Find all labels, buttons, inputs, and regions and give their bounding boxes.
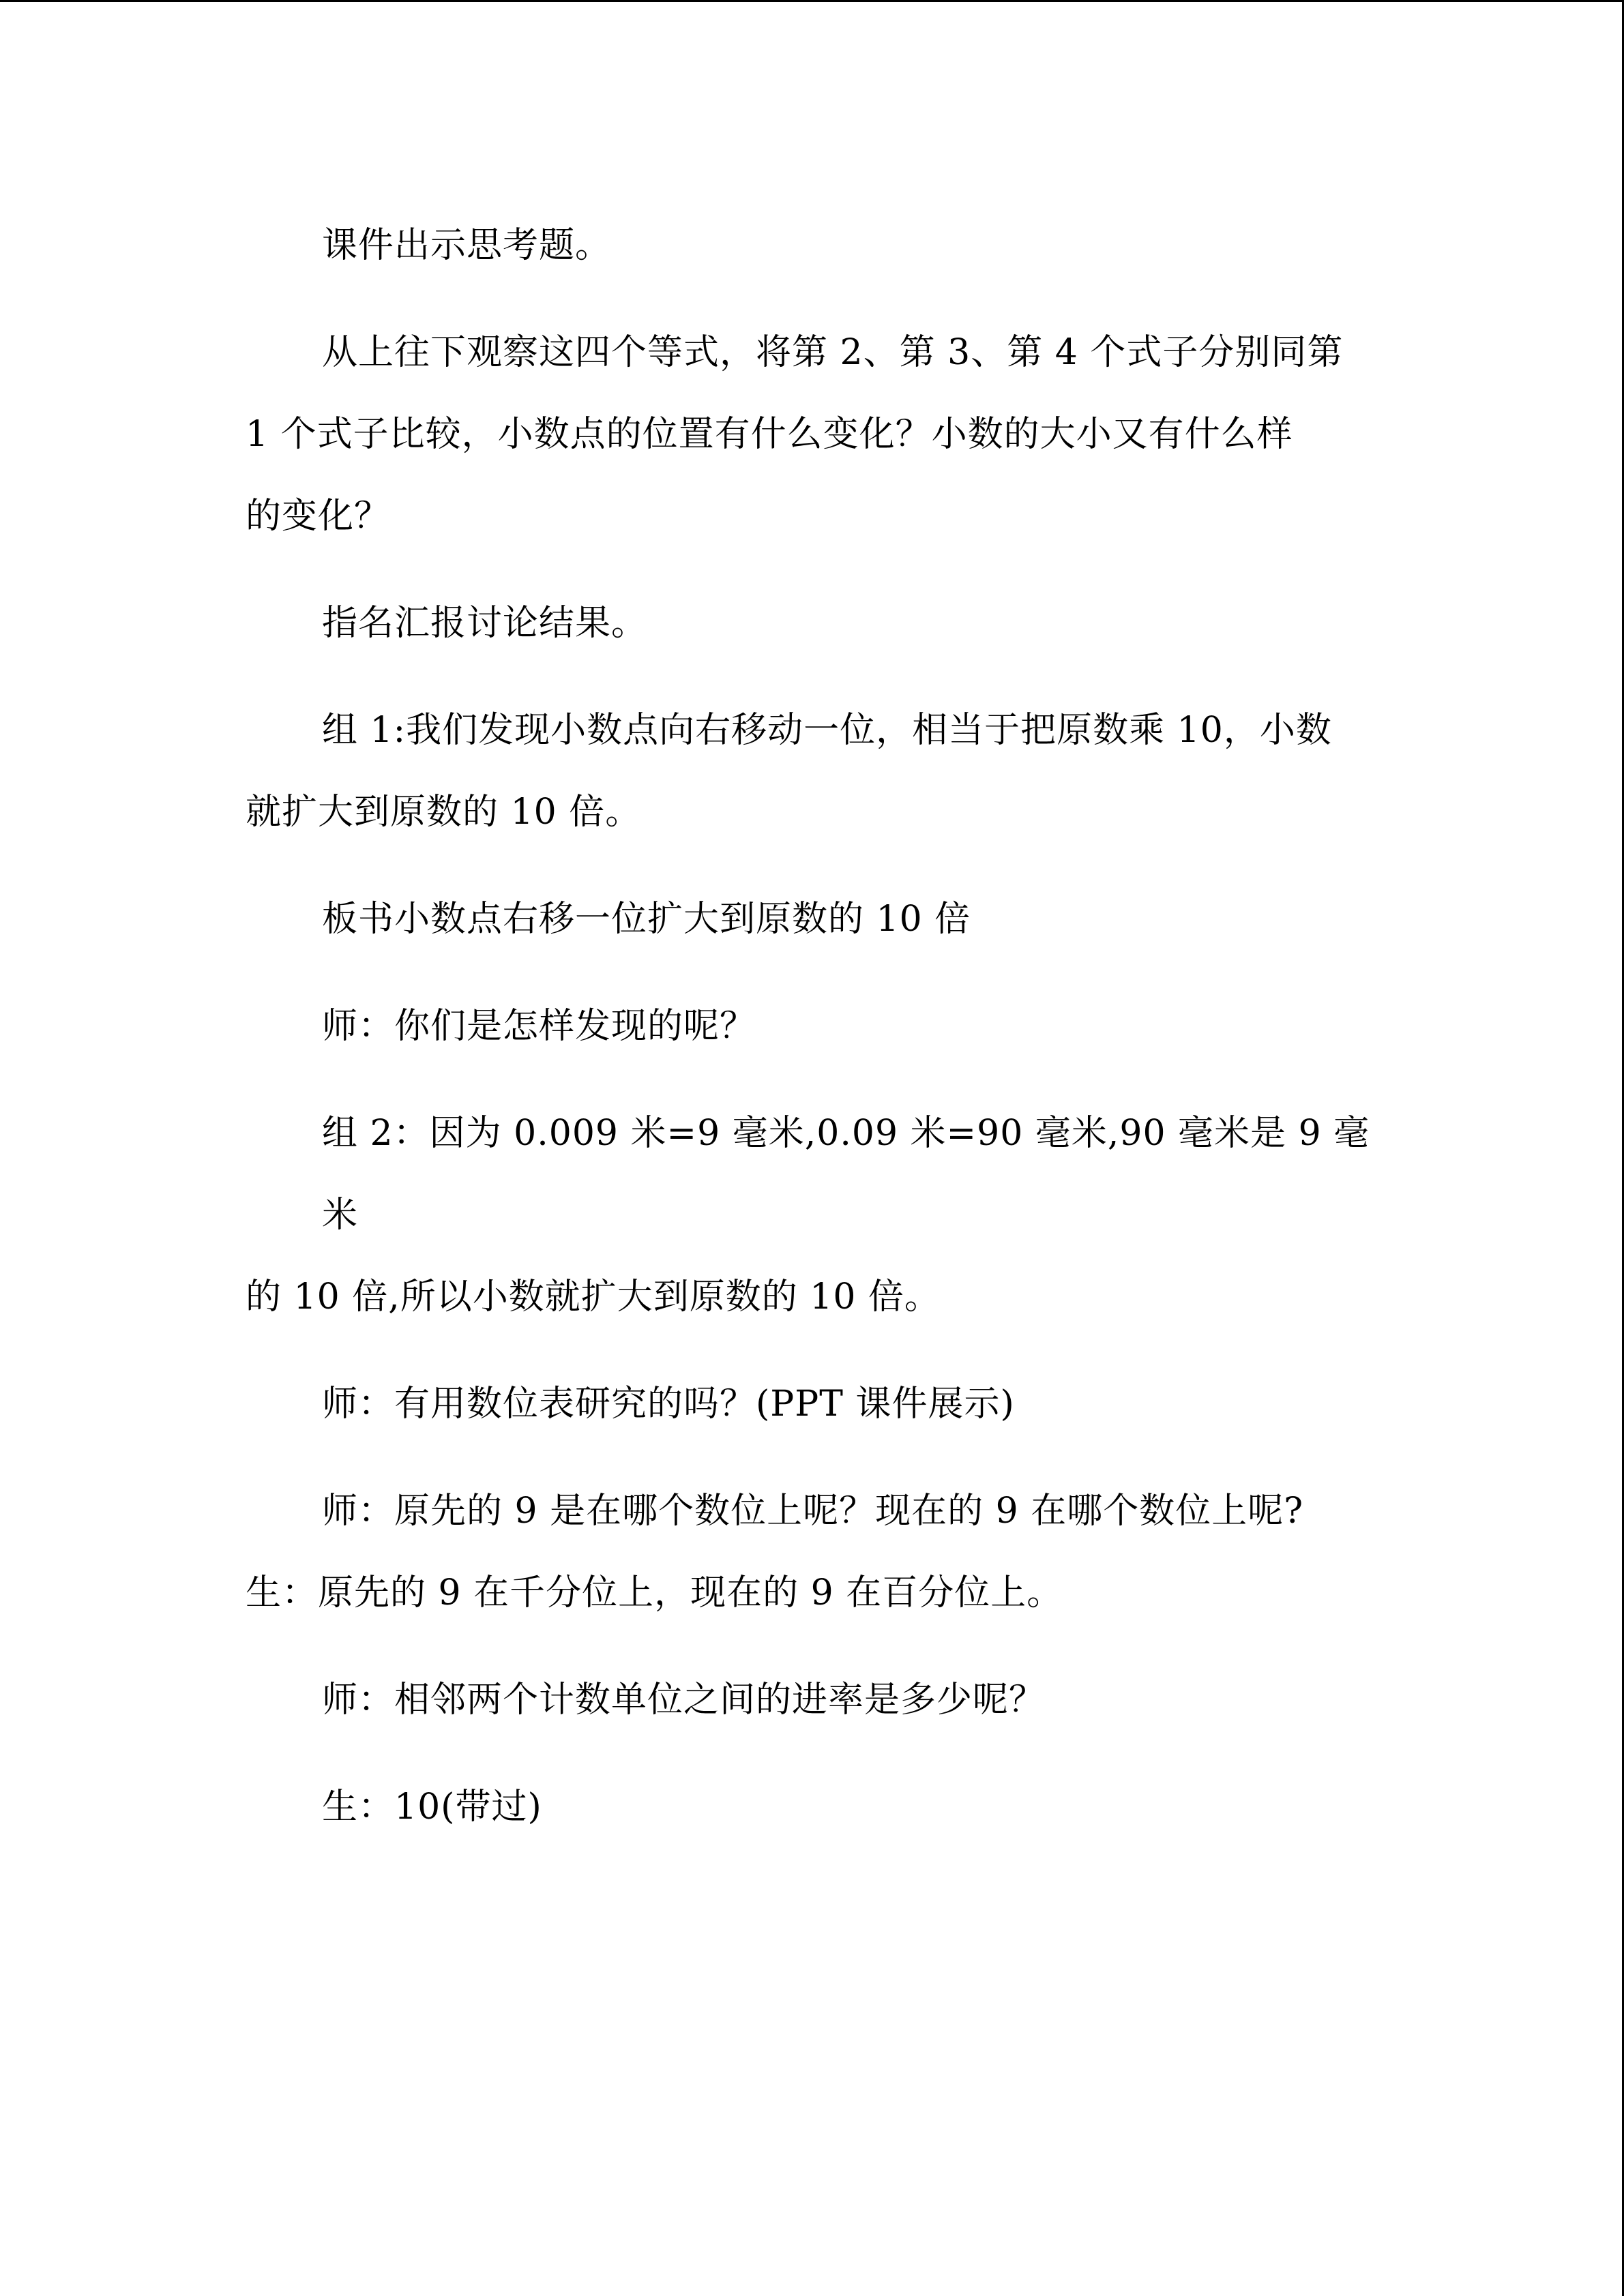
paragraph	[246, 1363, 1378, 1445]
text-line: 1 个式子比较，小数点的位置有什么变化？小数的大小又有什么样	[246, 414, 1293, 455]
text-line: 指名汇报讨论结果。	[322, 603, 648, 644]
text-line: 课件出示思考题。	[322, 225, 612, 266]
text-line: 生：原先的 9 在千分位上，现在的 9 在百分位上。	[246, 1572, 1063, 1613]
paragraph	[246, 205, 1378, 286]
text-line: 师：相邻两个计数单位之间的进率是多少呢？	[322, 1680, 1046, 1720]
text-line: 板书小数点右移一位扩大到原数的 10 倍	[322, 899, 971, 940]
paragraph	[246, 985, 1378, 1067]
text-line: 的变化？	[246, 496, 391, 537]
page-edge-top	[0, 0, 1624, 2]
paragraph	[246, 1766, 1378, 1848]
document-body	[246, 205, 1378, 1848]
paragraph	[246, 1092, 1378, 1338]
paragraph	[246, 689, 1378, 853]
paragraph	[246, 582, 1378, 664]
paragraph	[246, 312, 1378, 557]
text-line: 师：有用数位表研究的吗？(PPT 课件展示)	[322, 1384, 1015, 1425]
text-line: 师：原先的 9 是在哪个数位上呢？现在的 9 在哪个数位上呢?	[322, 1491, 1304, 1532]
text-line: 组 1:我们发现小数点向右移动一位，相当于把原数乘 10，小数	[322, 710, 1332, 751]
text-line: 生：10(带过)	[322, 1787, 542, 1828]
paragraph	[246, 1470, 1378, 1634]
text-line: 从上往下观察这四个等式，将第 2、第 3、第 4 个式子分别同第	[322, 332, 1344, 373]
text-line: 就扩大到原数的 10 倍。	[246, 792, 642, 833]
paragraph	[246, 878, 1378, 960]
paragraph	[246, 1659, 1378, 1741]
text-line: 组 2：因为 0.009 米=9 毫米,0.09 米=90 毫米,90 毫米是 9 毫米	[322, 1113, 1370, 1236]
text-line: 的 10 倍,所以小数就扩大到原数的 10 倍。	[246, 1277, 941, 1317]
text-line: 师：你们是怎样发现的呢？	[322, 1006, 756, 1047]
